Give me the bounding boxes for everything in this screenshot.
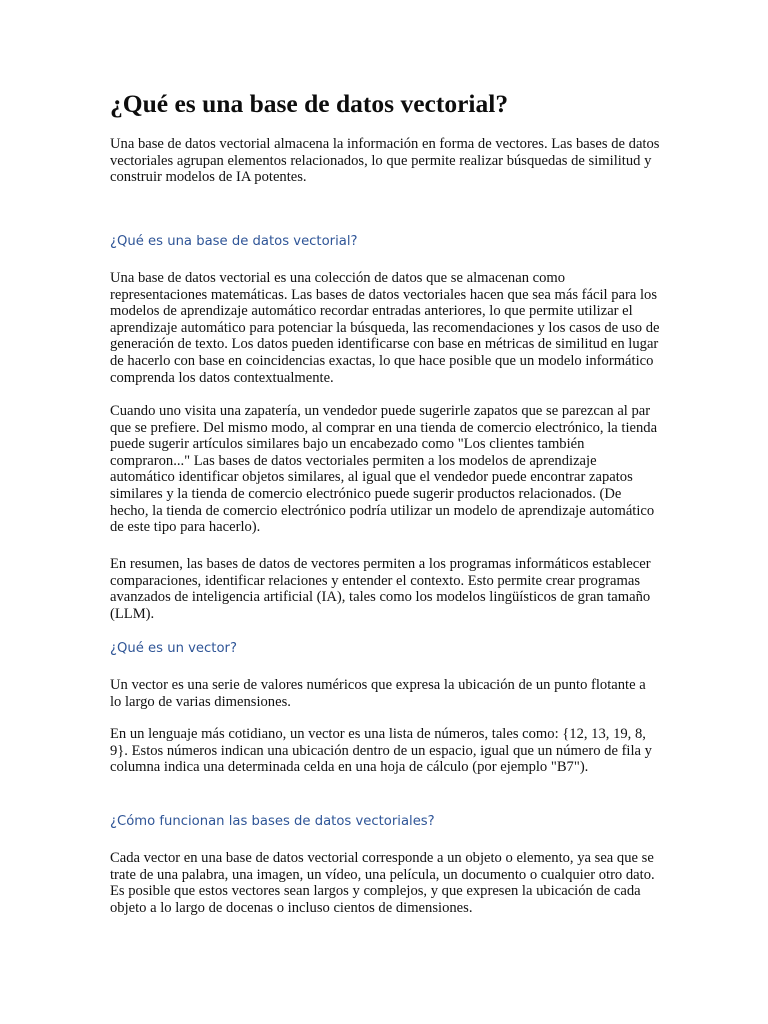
section3-paragraph-1: Cada vector en una base de datos vectorial corresponde a un objeto o elemento, ya sea que se trate de una palabra, una imagen, un vídeo, una película, un documento o cualquier otro dato. Es posible que estos vectores sean largos y complejos, y que expresen la ubicación de cada objeto a lo largo de docenas o incluso cientos de dimensiones. (110, 850, 655, 916)
section1-paragraph-2: Cuando uno visita una zapatería, un vendedor puede sugerirle zapatos que se parezcan al par que se prefiere. Del mismo modo, al comprar en una tienda de comercio electrónico, la tienda puede sugerir artículos similares bajo un encabezado como "Los clientes también compraron..." Las bases de datos vectoriales permiten a los modelos de aprendizaje automático identificar objetos similares, al igual que el vendedor puede encontrar zapatos similares y la tienda de comercio electrónico puede sugerir productos relacionados. (De hecho, la tienda de comercio electrónico podría utilizar un modelo de aprendizaje automático de este tipo para hacerlo). (110, 403, 658, 536)
section1-paragraph-1: Una base de datos vectorial es una colección de datos que se almacenan como representaciones matemáticas. Las bases de datos vectoriales hacen que sea más fácil para los modelos de aprendizaje automático recordar entradas anteriores, lo que permite utilizar el aprendizaje automático para potenciar la búsqueda, las recomendaciones y los casos de uso de generación de texto. Los datos pueden identificarse con base en métricas de similitud en lugar de hacerlo con base en coincidencias exactas, lo que hace posible que un modelo informático comprenda los datos contextualmente. (110, 270, 660, 386)
section2-paragraph-1: Un vector es una serie de valores numéricos que expresa la ubicación de un punto flotante a lo largo de varias dimensiones. (110, 677, 646, 710)
intro-paragraph: Una base de datos vectorial almacena la información en forma de vectores. Las bases de datos vectoriales agrupan elementos relacionados, lo que permite realizar búsquedas de similitud y construir modelos de IA potentes. (110, 136, 660, 186)
section-heading-what-is-vector: ¿Qué es un vector? (110, 641, 237, 656)
section2-paragraph-2: En un lenguaje más cotidiano, un vector es una lista de números, tales como: {12, 13, 19, 8, 9}. Estos números indican una ubicación dentro de un espacio, igual que un número de fila y columna indica una determinada celda en una hoja de cálculo (por ejemplo "B7"). (110, 726, 652, 776)
page-title: ¿Qué es una base de datos vectorial? (110, 89, 509, 118)
section-heading-what-is-vector-db: ¿Qué es una base de datos vectorial? (110, 234, 358, 249)
section-heading-how-vector-db-works: ¿Cómo funcionan las bases de datos vectoriales? (110, 814, 435, 829)
section1-paragraph-3: En resumen, las bases de datos de vectores permiten a los programas informáticos establecer comparaciones, identificar relaciones y entender el contexto. Esto permite crear programas avanzados de inteligencia artificial (IA), tales como los modelos lingüísticos de gran tamaño (LLM). (110, 556, 651, 622)
